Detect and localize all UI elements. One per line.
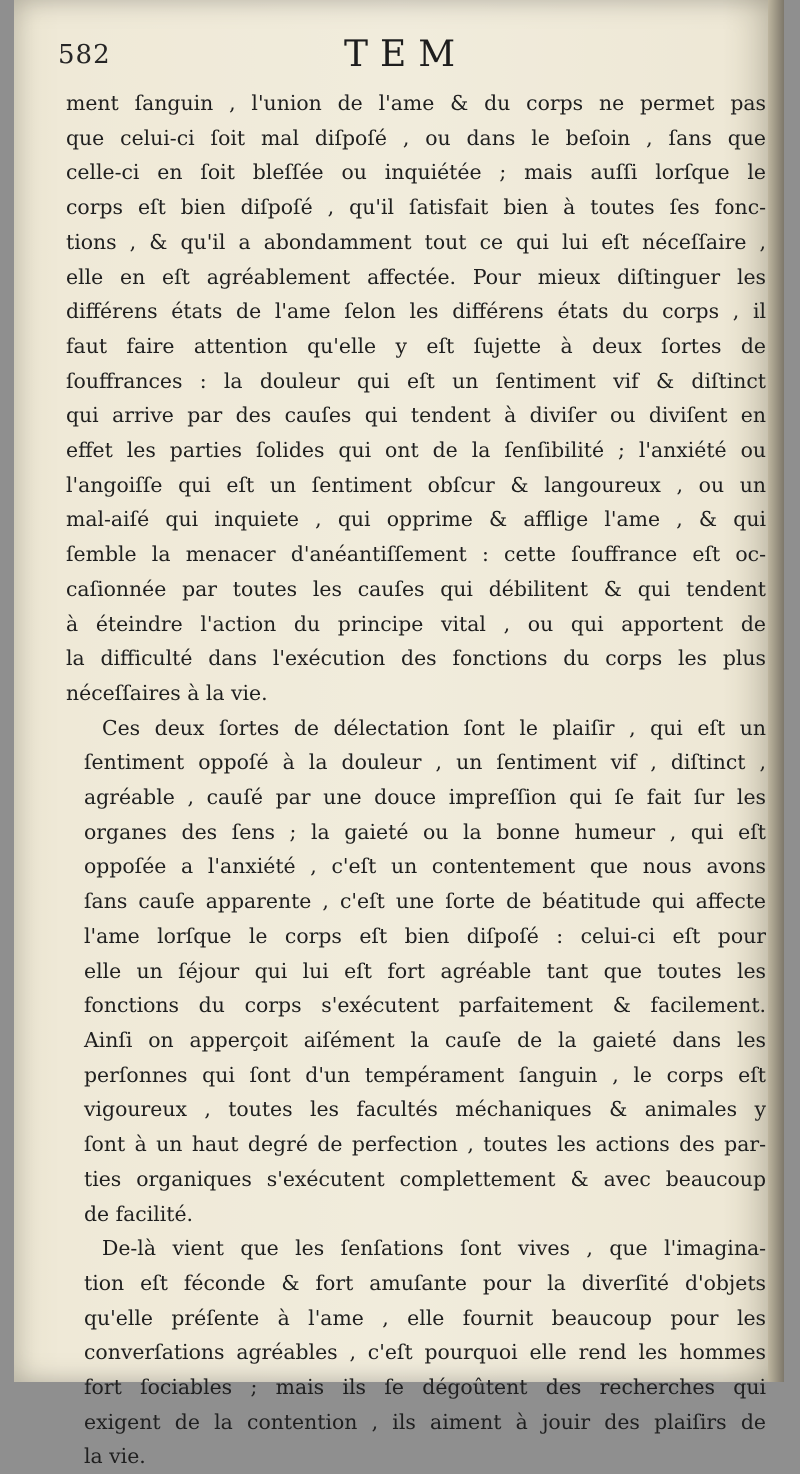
- page-header: [14, 34, 784, 80]
- text-line: tions , & qu'il a abondamment tout ce qui lui eſt néceſſaire ,: [66, 229, 766, 254]
- text-line: qu'elle préſente à l'ame , elle fournit beaucoup pour les: [84, 1305, 766, 1330]
- text-line: corps eſt bien diſpoſé , qu'il ſatisfait bien à toutes ſes fonc-: [66, 195, 766, 220]
- text-line: que celui-ci ſoit mal diſpoſé , ou dans le beſoin , ſans que: [66, 125, 766, 150]
- text-line: elle en eſt agréablement affectée. Pour mieux diſtinguer les: [66, 264, 766, 289]
- text-line: converſations agréables , c'eſt pourquoi elle rend les hommes: [84, 1340, 766, 1365]
- page-number: 582: [58, 40, 111, 70]
- text-line: elle un ſéjour qui lui eſt fort agréable tant que toutes les: [84, 958, 766, 983]
- text-line: la difficulté dans l'exécution des fonctions du corps les plus: [66, 646, 766, 671]
- text-line: ſentiment oppoſé à la douleur , un ſentiment vif , diſtinct ,: [84, 750, 766, 775]
- text-line: effet les parties ſolides qui ont de la ſenſibilité ; l'anxiété ou: [66, 438, 766, 463]
- text-line: différens états de l'ame ſelon les différens états du corps , il: [66, 299, 766, 324]
- book-page: [14, 0, 784, 1469]
- text-line: ſans cauſe apparente , c'eſt une ſorte de béatitude qui affecte: [84, 889, 766, 914]
- text-line: vigoureux , toutes les facultés méchaniques & animales y: [84, 1097, 766, 1122]
- text-line: Ces deux ſortes de délectation ſont le plaiſir , qui eſt un: [102, 715, 766, 740]
- text-line: de facilité.: [84, 1201, 194, 1226]
- text-line: mal-aiſé qui inquiete , qui opprime & afflige l'ame , & qui: [66, 507, 766, 532]
- text-line: qui arrive par des cauſes qui tendent à diviſer ou diviſent en: [66, 403, 766, 428]
- text-line: à éteindre l'action du principe vital , ou qui apportent de: [66, 611, 766, 636]
- text-line: tion eſt féconde & fort amuſante pour la diverſité d'objets: [84, 1270, 766, 1295]
- text-line: ſouffrances : la douleur qui eſt un ſentiment vif & diſtinct: [66, 368, 766, 393]
- page-edge-shadow: [768, 0, 784, 1382]
- running-head: TEM: [344, 34, 468, 75]
- text-line: agréable , cauſé par une douce impreſſion qui ſe fait ſur les: [84, 785, 766, 810]
- text-line: exigent de la contention , ils aiment à jouir des plaiſirs de: [84, 1409, 766, 1434]
- text-line: organes des ſens ; la gaieté ou la bonne humeur , qui eſt: [84, 819, 766, 844]
- text-line: ties organiques s'exécutent complettement & avec beaucoup: [84, 1166, 766, 1191]
- paragraph-3: [66, 1231, 766, 1474]
- paragraph-1: [66, 86, 766, 711]
- text-line: néceſſaires à la vie.: [66, 680, 268, 705]
- text-line: fonctions du corps s'exécutent parfaitement & facilement.: [84, 993, 766, 1018]
- text-line: la vie.: [84, 1444, 146, 1469]
- text-line: De-là vient que les ſenſations ſont vives , que l'imagina-: [102, 1236, 766, 1261]
- text-line: perſonnes qui ſont d'un tempérament ſanguin , le corps eſt: [84, 1062, 766, 1087]
- text-line: caſionnée par toutes les cauſes qui débilitent & qui tendent: [66, 576, 766, 601]
- text-line: ſont à un haut degré de perfection , toutes les actions des par-: [84, 1132, 766, 1157]
- text-line: l'ame lorſque le corps eſt bien diſpoſé : celui-ci eſt pour: [84, 923, 766, 948]
- body-text: [66, 86, 766, 1474]
- text-line: Ainſi on apperçoit aiſément la cauſe de la gaieté dans les: [84, 1027, 766, 1052]
- text-line: l'angoiſſe qui eſt un ſentiment obſcur & langoureux , ou un: [66, 472, 766, 497]
- text-line: ſemble la menacer d'anéantiſſement : cette ſouffrance eſt oc-: [66, 542, 766, 567]
- text-line: faut faire attention qu'elle y eſt ſujette à deux ſortes de: [66, 333, 766, 358]
- paragraph-2: [66, 711, 766, 1232]
- text-line: ment ſanguin , l'union de l'ame & du corps ne permet pas: [66, 91, 766, 115]
- text-line: fort ſociables ; mais ils ſe dégoûtent des recherches qui: [84, 1375, 766, 1400]
- text-line: oppoſée a l'anxiété , c'eſt un contentement que nous avons: [84, 854, 766, 879]
- text-line: celle-ci en ſoit bleſſée ou inquiétée ; mais auſſi lorſque le: [66, 160, 766, 185]
